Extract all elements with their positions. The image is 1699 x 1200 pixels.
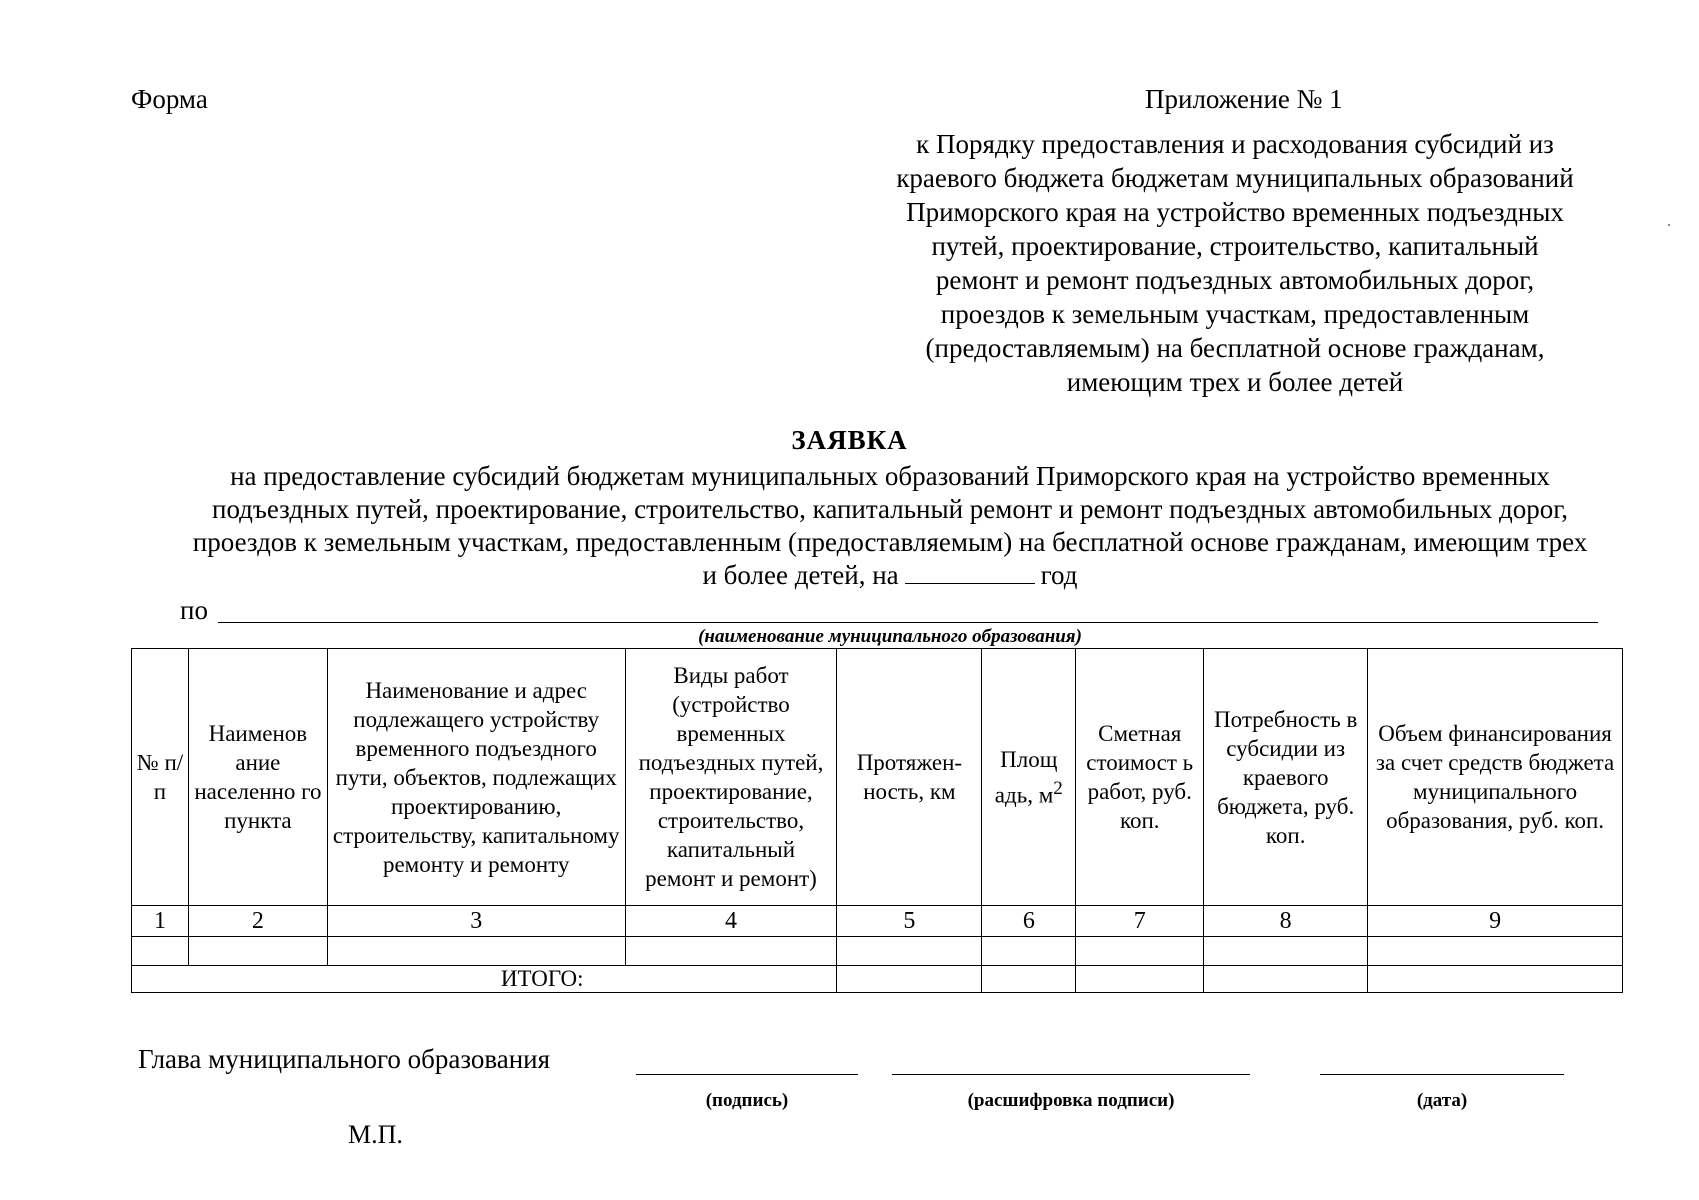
column-number: 6 bbox=[982, 906, 1076, 937]
municipality-caption: (наименование муниципального образования) bbox=[698, 626, 1082, 647]
column-header-estimated-cost: Сметная стоимост ь работ, руб. коп. bbox=[1076, 649, 1204, 906]
table-row bbox=[132, 937, 1623, 966]
signature-field[interactable] bbox=[636, 1074, 858, 1075]
stamp-place-label: М.П. bbox=[348, 1120, 403, 1149]
request-line: проездов к земельным участкам, предоставленным (предоставляемым) на бесплатной основе гражданам, имеющим трех bbox=[192, 527, 1588, 557]
column-header-work-types: Виды работ (устройство временных подъездных путей, проектирование, строительство, капитальный ремонт и ремонт) bbox=[625, 649, 837, 906]
appendix-description bbox=[880, 127, 1590, 399]
table-header-row bbox=[132, 649, 1623, 906]
column-header-number: № п/п bbox=[132, 649, 189, 906]
column-header-object-address: Наименование и адрес подлежащего устройству временного подъездного пути, объектов, подлежащих проектированию, строительству, капитальному ремонту и ремонту bbox=[327, 649, 625, 906]
table-cell[interactable] bbox=[132, 937, 189, 966]
scan-artifact bbox=[1668, 224, 1670, 226]
form-label: Форма bbox=[131, 84, 208, 114]
column-header-area-label: Площ адь, м bbox=[994, 746, 1058, 808]
table-cell[interactable] bbox=[1204, 937, 1368, 966]
request-line: на предоставление субсидий бюджетам муниципальных образований Приморского края на устройство временных bbox=[230, 461, 1550, 491]
column-header-area bbox=[982, 649, 1076, 906]
signature-caption: (подпись) bbox=[705, 1090, 789, 1111]
table-cell[interactable] bbox=[1368, 937, 1623, 966]
column-number: 2 bbox=[188, 906, 327, 937]
column-number: 3 bbox=[327, 906, 625, 937]
appendix-line: Приморского края на устройство временных подъездных bbox=[906, 197, 1564, 227]
area-superscript: 2 bbox=[1053, 777, 1063, 799]
appendix-line: имеющим трех и более детей bbox=[1066, 367, 1404, 397]
total-cell[interactable] bbox=[982, 966, 1076, 993]
table-cell[interactable] bbox=[837, 937, 982, 966]
signature-decoding-caption: (расшифровка подписи) bbox=[967, 1090, 1175, 1111]
signature-decoding-field[interactable] bbox=[892, 1074, 1250, 1075]
column-header-subsidy-need: Потребность в субсидии из краевого бюджета, руб. коп. bbox=[1204, 649, 1368, 906]
column-number: 9 bbox=[1368, 906, 1623, 937]
total-cell[interactable] bbox=[1076, 966, 1204, 993]
head-of-municipality-label: Глава муниципального образования bbox=[138, 1044, 551, 1074]
date-field[interactable] bbox=[1320, 1074, 1564, 1075]
request-year-prefix: и более детей, на bbox=[702, 560, 899, 590]
column-number: 4 bbox=[625, 906, 837, 937]
column-header-municipal-funding: Объем финансирования за счет средств бюджета муниципального образования, руб. коп. bbox=[1368, 649, 1623, 906]
total-cell[interactable] bbox=[837, 966, 982, 993]
appendix-line: путей, проектирование, строительство, капитальный bbox=[931, 231, 1539, 261]
appendix-line: краевого бюджета бюджетам муниципальных образований bbox=[896, 163, 1574, 193]
appendix-title: Приложение № 1 bbox=[1145, 84, 1343, 114]
municipality-blank-field[interactable] bbox=[218, 622, 1598, 623]
table-cell[interactable] bbox=[625, 937, 837, 966]
date-caption: (дата) bbox=[1416, 1090, 1468, 1111]
total-row bbox=[132, 966, 1623, 993]
column-number-row bbox=[132, 906, 1623, 937]
po-label: по bbox=[180, 595, 208, 625]
request-line: подъездных путей, проектирование, строительство, капитальный ремонт и ремонт подъездных автомобильных дорог, bbox=[212, 494, 1568, 524]
column-number: 7 bbox=[1076, 906, 1204, 937]
appendix-line: ремонт и ремонт подъездных автомобильных дорог, bbox=[935, 265, 1535, 295]
appendix-line: к Порядку предоставления и расходования субсидий из bbox=[916, 129, 1554, 159]
request-year-suffix: год bbox=[1040, 560, 1078, 590]
request-table bbox=[131, 648, 1623, 993]
request-year-line bbox=[140, 559, 1640, 592]
column-header-length: Протяжен-ность, км bbox=[837, 649, 982, 906]
year-blank-field[interactable] bbox=[905, 561, 1035, 584]
table-cell[interactable] bbox=[1076, 937, 1204, 966]
column-header-settlement: Наименов ание населенно го пункта bbox=[188, 649, 327, 906]
total-cell[interactable] bbox=[1368, 966, 1623, 993]
table-cell[interactable] bbox=[188, 937, 327, 966]
request-description bbox=[140, 460, 1640, 592]
total-label: ИТОГО: bbox=[132, 966, 837, 993]
total-cell[interactable] bbox=[1204, 966, 1368, 993]
appendix-line: (предоставляемым) на бесплатной основе гражданам, bbox=[925, 333, 1545, 363]
appendix-line: проездов к земельным участкам, предоставленным bbox=[940, 299, 1530, 329]
column-number: 8 bbox=[1204, 906, 1368, 937]
column-number: 1 bbox=[132, 906, 189, 937]
table-cell[interactable] bbox=[982, 937, 1076, 966]
request-title: ЗАЯВКА bbox=[791, 425, 908, 455]
column-number: 5 bbox=[837, 906, 982, 937]
table-cell[interactable] bbox=[327, 937, 625, 966]
